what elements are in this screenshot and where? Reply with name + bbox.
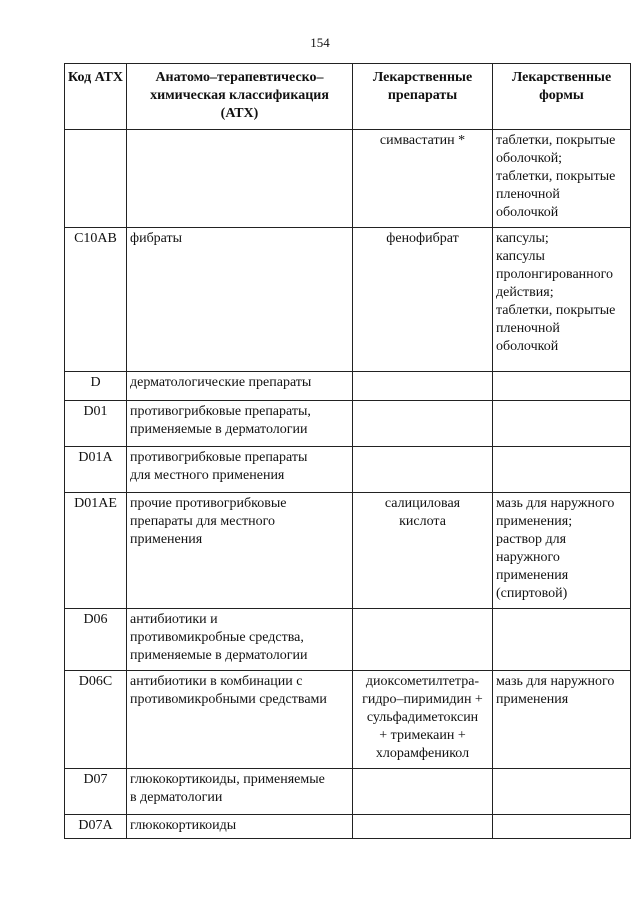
cell-classification: прочие противогрибковые препараты для местного применения [127,493,353,609]
cell-drug [353,609,493,671]
page-number: 154 [310,35,330,50]
cell-classification: антибиотики в комбинации с противомикробными средствами [127,671,353,769]
cell-drug: фенофибрат [353,228,493,372]
cell-code: D01AE [65,493,127,609]
table-row [65,671,631,769]
table-row [65,401,631,447]
cell-code [65,130,127,228]
cell-drug [353,401,493,447]
cell-code: D07 [65,769,127,815]
atc-table [64,63,631,839]
cell-forms [493,401,631,447]
cell-classification [127,130,353,228]
cell-drug: диоксометилтетра- гидро–пиримидин + сульфадиметоксин + тримекаин + хлорамфеникол [353,671,493,769]
table-row [65,447,631,493]
header-classification: Анатомо–терапевтическо– химическая классификация (АТХ) [127,64,353,130]
cell-drug [353,769,493,815]
table-header-row [65,64,631,130]
table-row [65,815,631,839]
cell-code: D [65,372,127,401]
cell-forms [493,609,631,671]
table-row [65,769,631,815]
table-row [65,609,631,671]
header-forms: Лекарственные формы [493,64,631,130]
header-code: Код АТХ [65,64,127,130]
cell-forms: мазь для наружного применения; раствор для наружного применения (спиртовой) [493,493,631,609]
cell-code: D06C [65,671,127,769]
table-row [65,372,631,401]
table-row [65,130,631,228]
table-row [65,493,631,609]
cell-code: D06 [65,609,127,671]
cell-drug: симвастатин * [353,130,493,228]
cell-classification: противогрибковые препараты для местного применения [127,447,353,493]
cell-forms [493,769,631,815]
cell-forms [493,447,631,493]
cell-code: D01A [65,447,127,493]
cell-code: C10AB [65,228,127,372]
cell-drug [353,447,493,493]
cell-drug [353,815,493,839]
cell-code: D07A [65,815,127,839]
cell-classification: антибиотики и противомикробные средства, применяемые в дерматологии [127,609,353,671]
cell-drug: салициловая кислота [353,493,493,609]
cell-forms [493,372,631,401]
header-drugs: Лекарственные препараты [353,64,493,130]
cell-classification: глюкокортикоиды [127,815,353,839]
cell-forms: капсулы; капсулы пролонгированного действия; таблетки, покрытые пленочной оболочкой [493,228,631,372]
cell-classification: фибраты [127,228,353,372]
cell-classification: глюкокортикоиды, применяемые в дерматологии [127,769,353,815]
cell-classification: противогрибковые препараты, применяемые в дерматологии [127,401,353,447]
cell-forms: таблетки, покрытые оболочкой; таблетки, покрытые пленочной оболочкой [493,130,631,228]
cell-classification: дерматологические препараты [127,372,353,401]
cell-forms [493,815,631,839]
table-row [65,228,631,372]
cell-code: D01 [65,401,127,447]
cell-drug [353,372,493,401]
cell-forms: мазь для наружного применения [493,671,631,769]
